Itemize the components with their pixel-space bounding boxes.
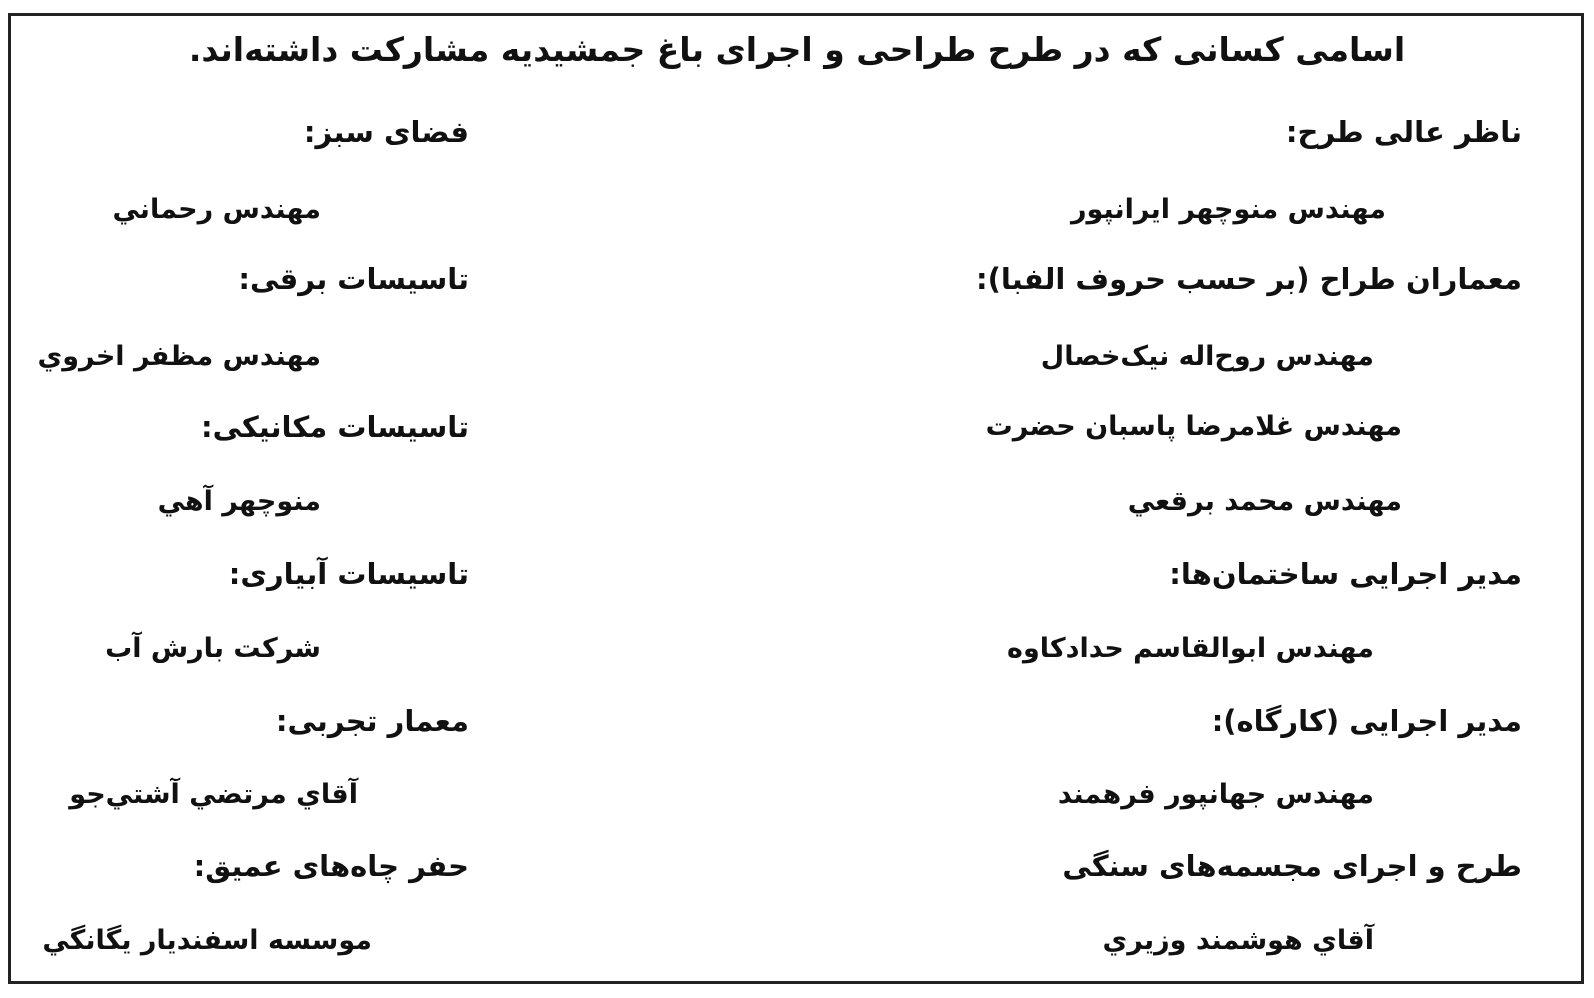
- site-manager-heading: مدیر اجرایی (کارگاه):: [1211, 704, 1522, 738]
- wells-heading: حفر چاه‌های عمیق:: [193, 849, 469, 883]
- mechanical-name: منوچهر آهي: [157, 486, 321, 517]
- irrigation-heading: تاسیسات آبیاری:: [228, 557, 469, 591]
- architects-heading: معماران طراح (بر حسب حروف الفبا):: [976, 262, 1522, 296]
- architect-name-3: مهندس محمد برقعي: [1127, 486, 1402, 517]
- irrigation-name: شرکت بارش آب: [105, 633, 321, 664]
- site-manager-name: مهندس جهانپور فرهمند: [1057, 779, 1374, 810]
- sculptures-name: آقاي هوشمند وزيري: [1102, 925, 1374, 956]
- architect-name-1: مهندس روح‌اله نیک‌خصال: [1040, 341, 1374, 372]
- green-space-heading: فضای سبز:: [303, 115, 469, 149]
- green-space-name: مهندس رحماني: [112, 194, 321, 225]
- buildings-manager-name: مهندس ابوالقاسم حدادکاوه: [1007, 633, 1374, 664]
- mechanical-heading: تاسیسات مکانیکی:: [200, 410, 469, 444]
- buildings-manager-heading: مدیر اجرایی ساختمان‌ها:: [1169, 557, 1522, 591]
- architect-name-2: مهندس غلامرضا پاسبان حضرت: [985, 411, 1402, 442]
- electrical-name: مهندس مظفر اخروي: [37, 341, 321, 372]
- sculptures-heading: طرح و اجرای مجسمه‌های سنگی: [1062, 849, 1522, 883]
- supervisor-name: مهندس منوچهر ایرانپور: [1070, 194, 1386, 225]
- supervisor-heading: ناظر عالی طرح:: [1285, 115, 1522, 149]
- electrical-heading: تاسیسات برقی:: [238, 262, 469, 296]
- document-title: اسامی کسانی که در طرح طراحی و اجرای باغ جمشیدیه مشارکت داشته‌اند.: [188, 30, 1406, 69]
- wells-name: موسسه اسفنديار يگانگي: [42, 925, 372, 956]
- experienced-architect-name: آقاي مرتضي آشتي‌جو: [69, 779, 358, 810]
- experienced-architect-heading: معمار تجربی:: [275, 704, 469, 738]
